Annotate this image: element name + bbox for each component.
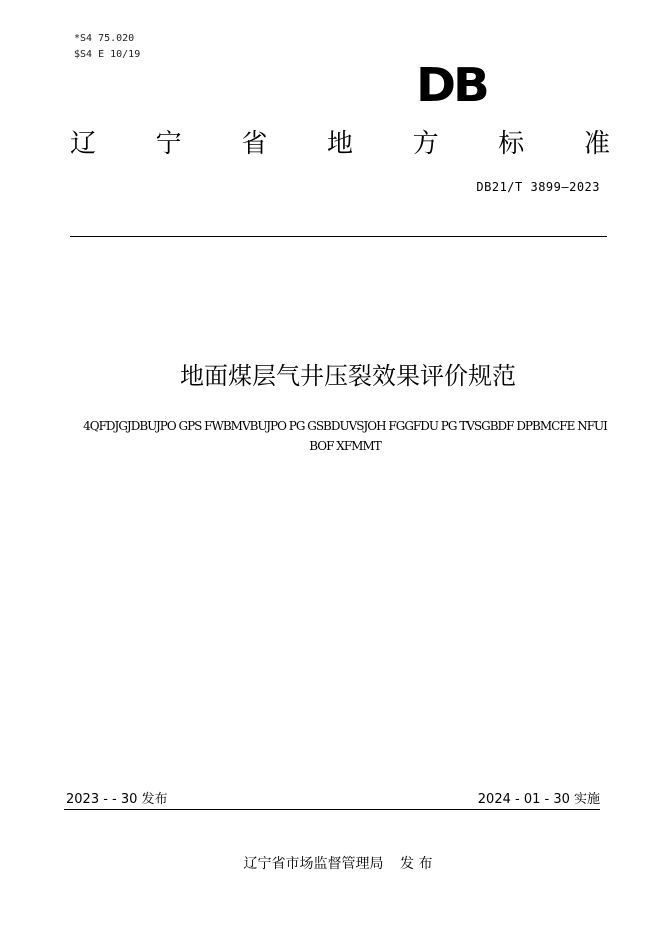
header-divider [70, 236, 607, 237]
title-char: 准 [583, 129, 610, 159]
english-title: 4QFDJGJDBUJPO GPS FWBMVBUJPO PG GSBDUVSJOH FGGFDU PG TVSGBDF DPBMCFE NFUIBOF XFMMT [83, 419, 607, 453]
standard-type-title [70, 128, 610, 160]
document-title: 地面煤层气井压裂效果评价规范 [180, 362, 516, 390]
issue-word: 发 布 [400, 856, 433, 872]
footer-divider [64, 809, 600, 810]
ccs-code: $S4 E 10/19 [74, 49, 141, 60]
db-logo: DB [416, 58, 487, 112]
title-char: 辽 [70, 129, 97, 159]
title-char: 地 [326, 129, 353, 159]
issue-date: 2023 - - 30 发布 [66, 792, 168, 807]
standard-number: DB21/T 3899—2023 [476, 180, 600, 194]
title-char: 宁 [155, 129, 182, 159]
ics-code: *S4 75.020 [74, 33, 135, 44]
classification-codes [74, 31, 140, 63]
issuer-name: 辽宁省市场监督管理局 [243, 856, 384, 872]
title-char: 标 [498, 129, 525, 159]
implementation-date: 2024 - 01 - 30 实施 [477, 792, 600, 807]
title-char: 省 [241, 129, 268, 159]
title-char: 方 [412, 129, 439, 159]
issuing-authority [0, 853, 662, 873]
